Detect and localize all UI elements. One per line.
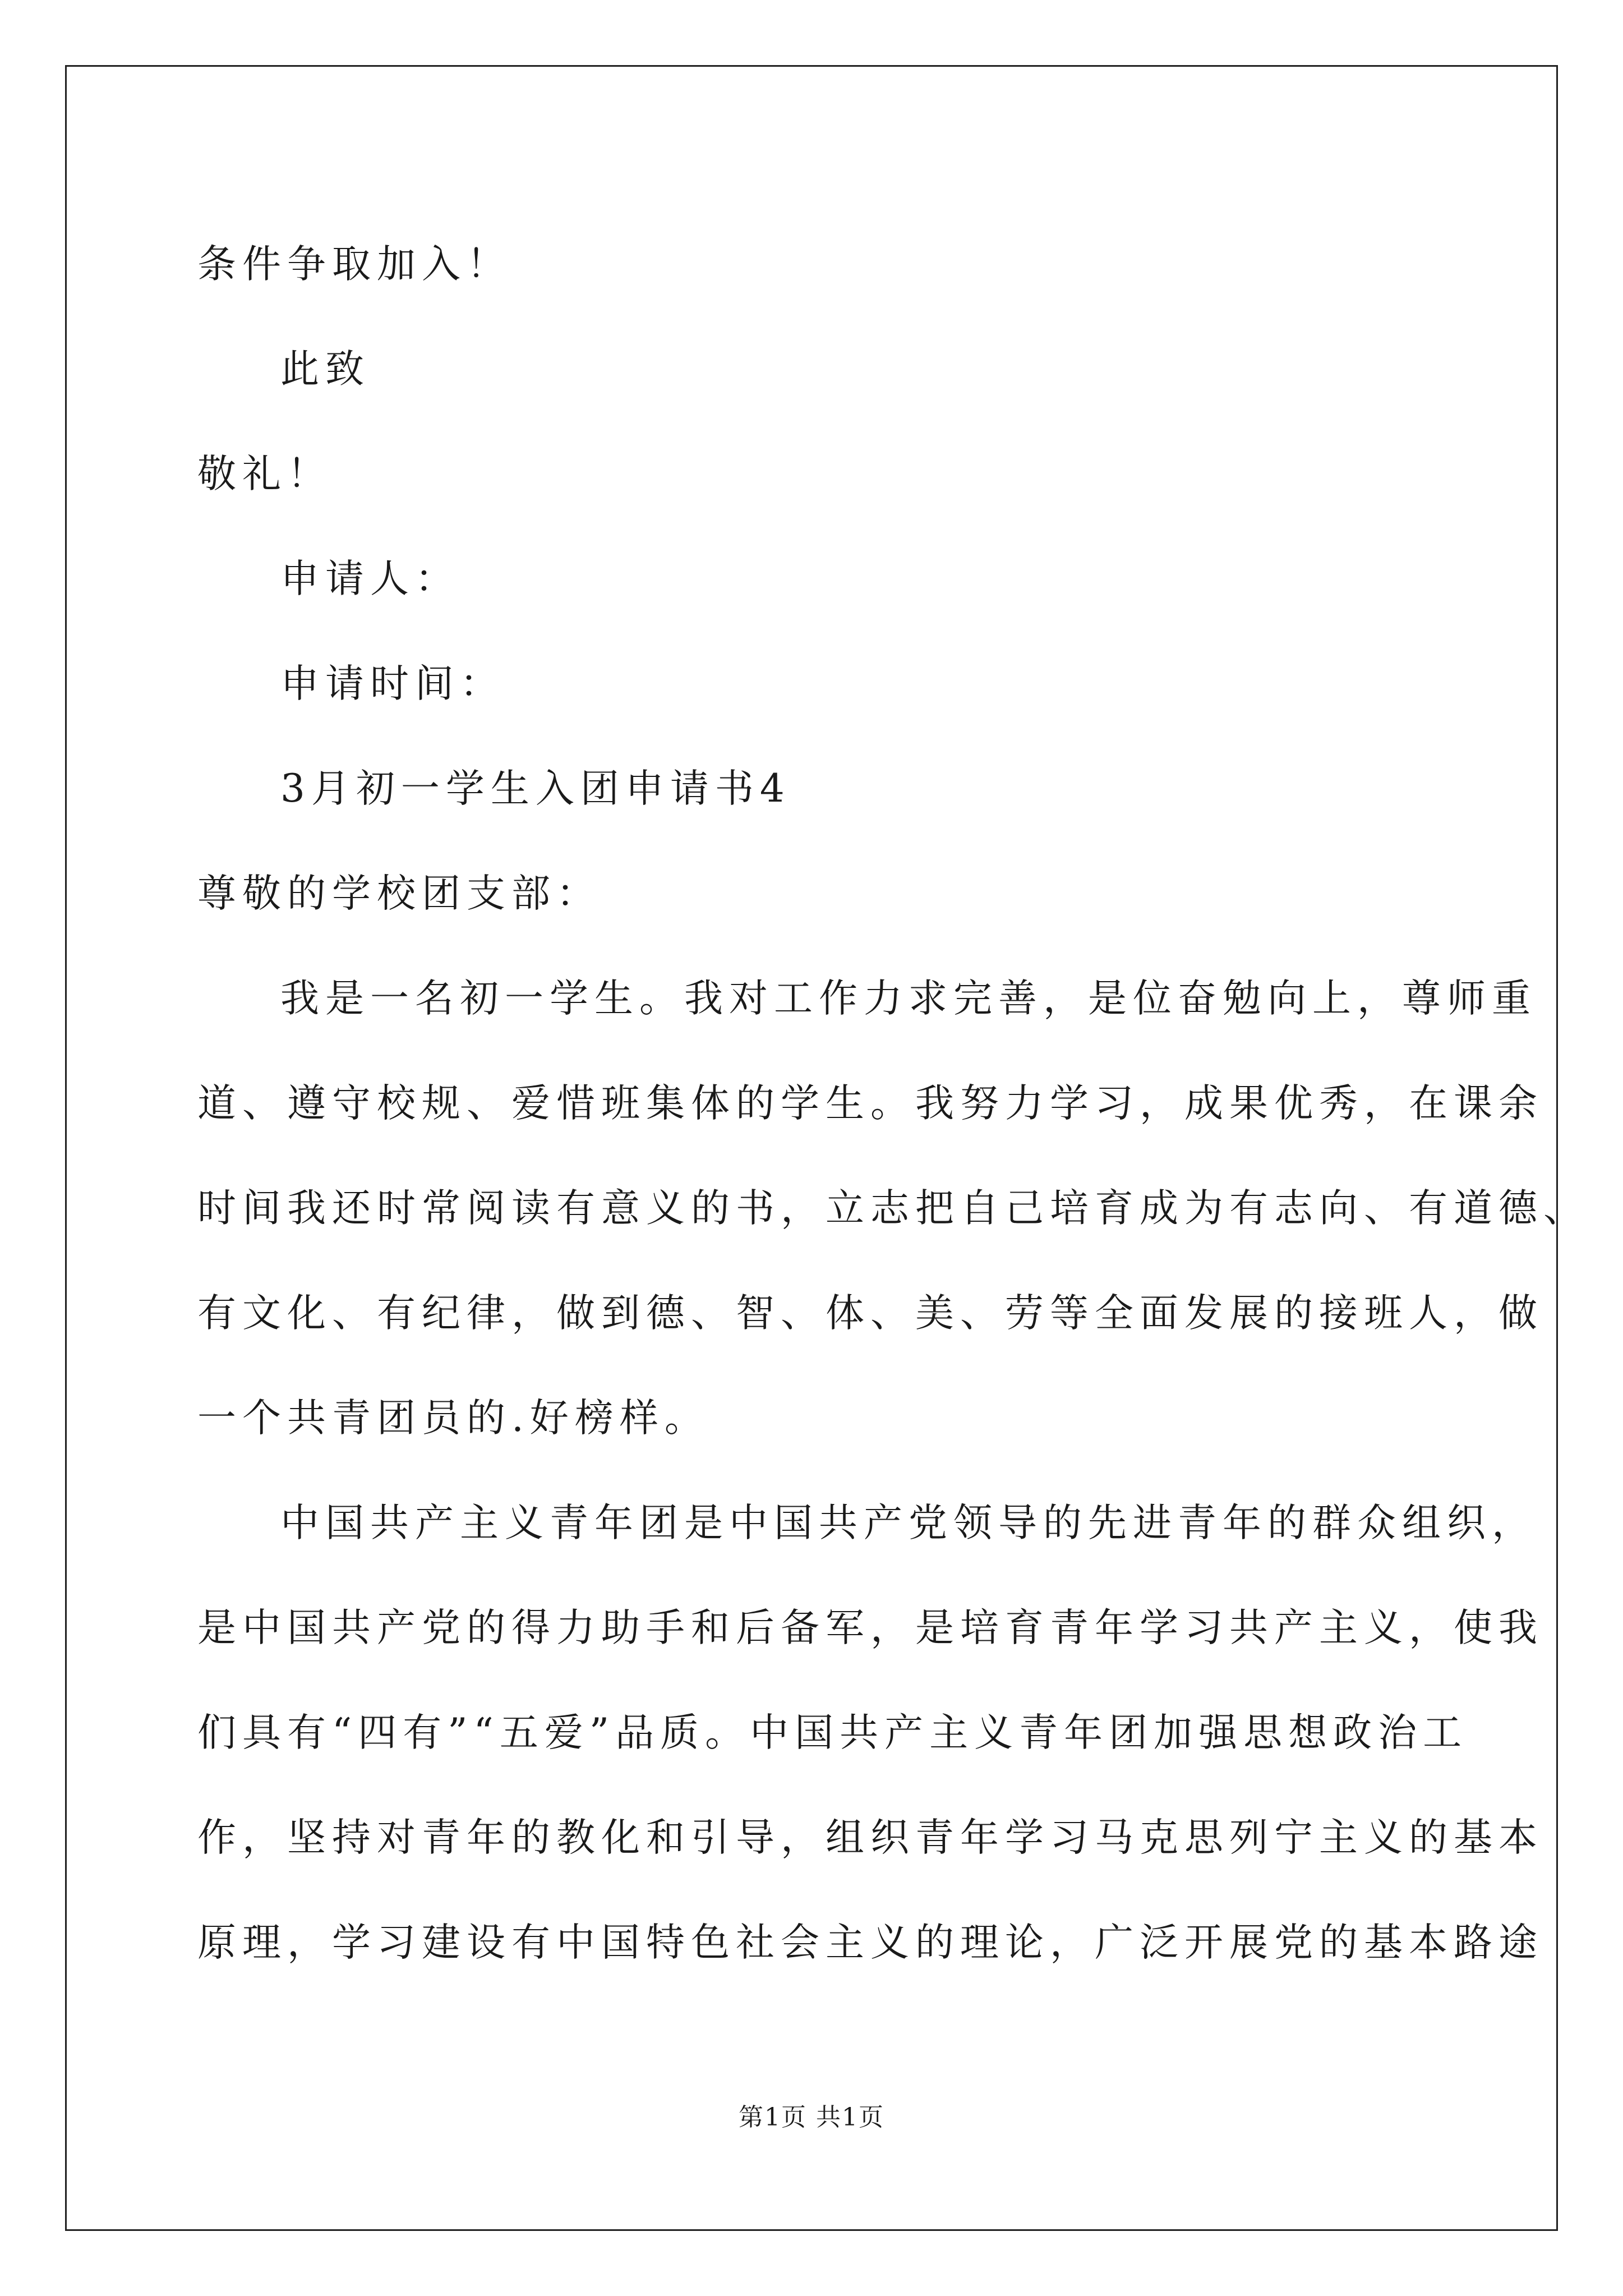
paragraph-line: 道、遵守校规、爱惜班集体的学生。我努力学习，成果优秀，在课余 xyxy=(197,1081,1543,1126)
salutation-line: 此致 xyxy=(280,347,370,392)
application-date-line: 申请时间： xyxy=(280,661,505,706)
paragraph-line: 们具有“四有”“五爱”品质。中国共产主义青年团加强思想政治工 xyxy=(197,1710,1468,1755)
text-line: 条件争取加入！ xyxy=(197,242,511,287)
recipient-line: 尊敬的学校团支部： xyxy=(197,871,601,916)
paragraph-line: 原理，学习建设有中国特色社会主义的理论，广泛开展党的基本路途 xyxy=(197,1920,1543,1965)
paragraph-line: 作，坚持对青年的教化和引导，组织青年学习马克思列宁主义的基本 xyxy=(197,1815,1543,1860)
document-body xyxy=(197,212,1588,1995)
paragraph-line: 我是一名初一学生。我对工作力求完善，是位奋勉向上，尊师重 xyxy=(280,976,1537,1021)
page-footer: 第1页 共1页 xyxy=(739,2103,884,2132)
section-title: 3月初一学生入团申请书4 xyxy=(280,766,791,811)
closing-line: 敬礼！ xyxy=(197,452,332,496)
paragraph-line: 是中国共产党的得力助手和后备军，是培育青年学习共产主义，使我 xyxy=(197,1605,1543,1650)
paragraph-line: 时间我还时常阅读有意义的书，立志把自己培育成为有志向、有道德、 xyxy=(197,1186,1588,1231)
paragraph-line: 一个共青团员的.好榜样。 xyxy=(197,1396,709,1441)
paragraph-line: 有文化、有纪律，做到德、智、体、美、劳等全面发展的接班人，做 xyxy=(197,1291,1543,1336)
paragraph-line: 中国共产主义青年团是中国共产党领导的先进青年的群众组织， xyxy=(280,1501,1537,1545)
applicant-line: 申请人： xyxy=(280,556,460,601)
